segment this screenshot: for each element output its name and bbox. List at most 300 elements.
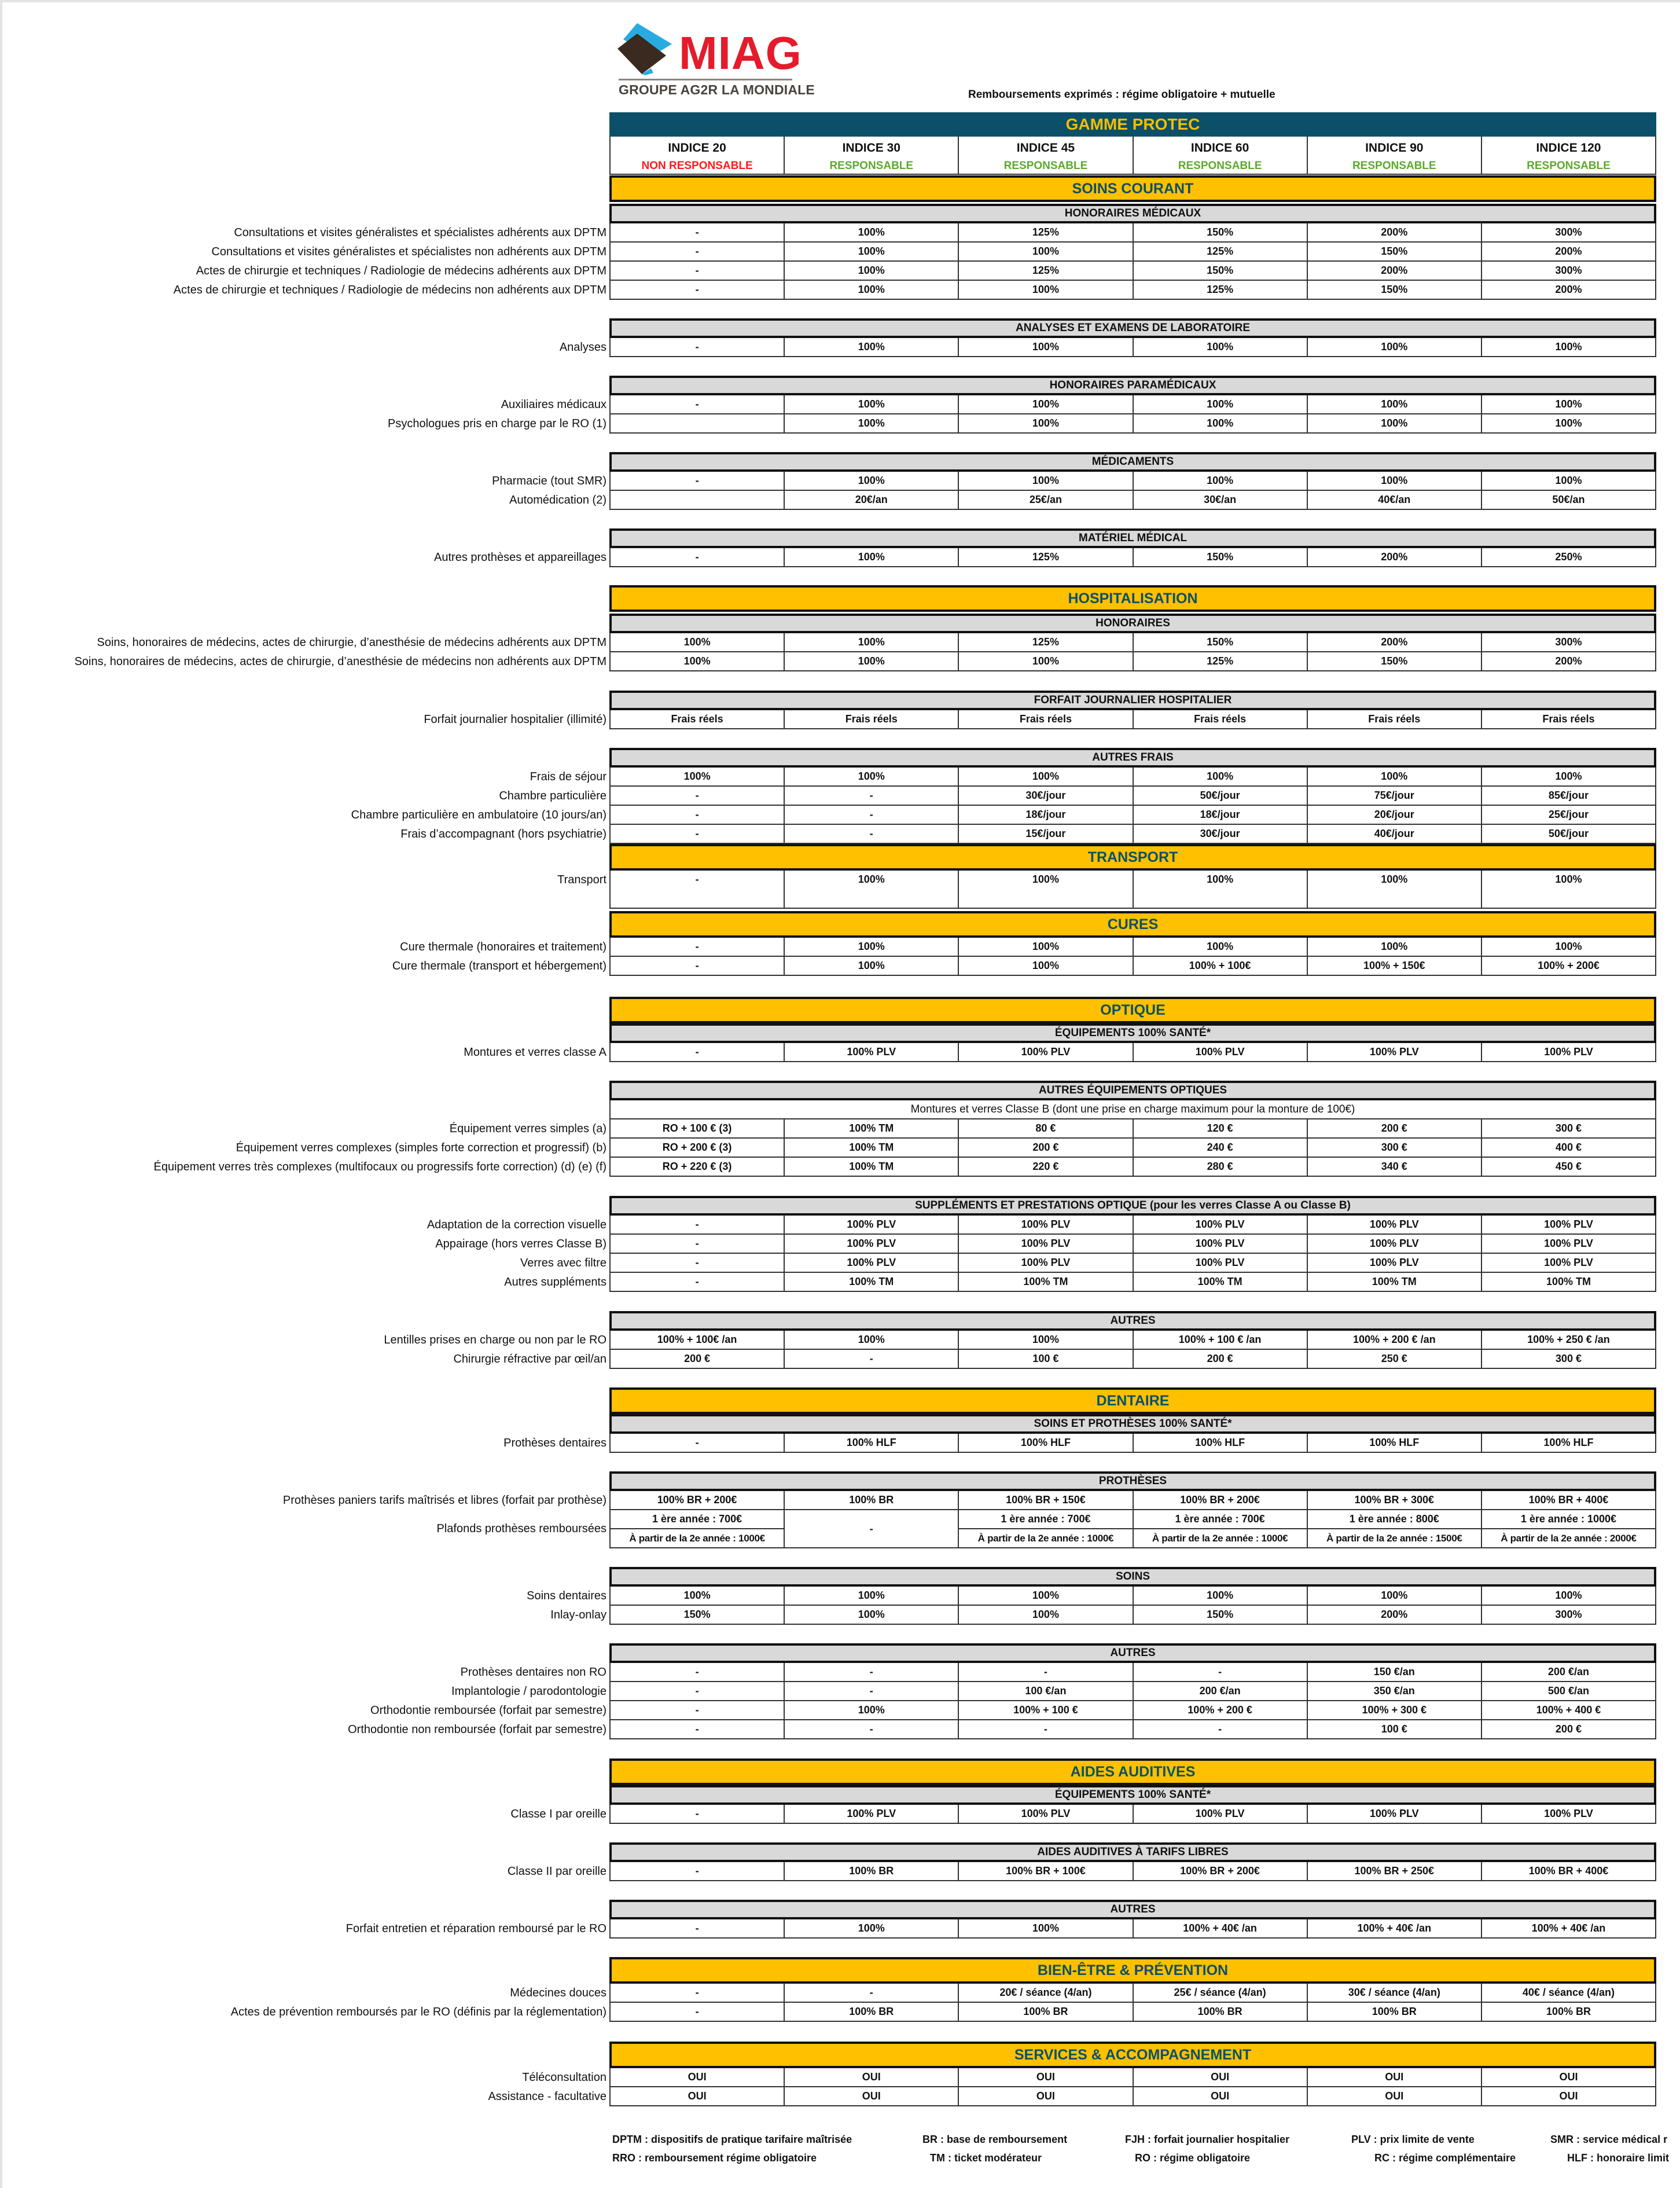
value-cell: 15€/jour — [958, 825, 1132, 844]
table-row — [609, 1919, 1656, 1939]
row-label: Médecines douces — [510, 1987, 606, 1999]
value-cell: 100% PLV — [1133, 1254, 1307, 1273]
value-cell: 100% BR + 400€ — [1481, 1491, 1656, 1510]
value-cell: 100% PLV — [1481, 1235, 1656, 1254]
value-cell: 100% + 250 € /an — [1481, 1331, 1656, 1350]
row-label: Téléconsultation — [522, 2071, 606, 2084]
value-cell: 100% — [784, 1919, 958, 1939]
value-cell: 100% BR — [784, 2003, 958, 2022]
value-cell: 20€/an — [784, 491, 958, 510]
value-cell: 200 € — [1307, 1119, 1481, 1139]
value-cell: 200% — [1307, 633, 1481, 652]
value-cell: 25€/jour — [1481, 806, 1656, 825]
value-cell: OUI — [784, 2068, 958, 2087]
value-cell: - — [609, 1254, 784, 1273]
value-cell: 100% — [609, 633, 784, 652]
value-cell: 100% — [958, 1331, 1132, 1350]
value-cell: 100% BR + 200€ — [1133, 1862, 1307, 1881]
value-cell — [609, 414, 784, 434]
value-cell: - — [609, 1919, 784, 1939]
index-column-header — [1307, 137, 1481, 175]
table-row — [609, 768, 1656, 787]
value-cell: 100% — [1133, 871, 1307, 909]
table-row — [609, 223, 1656, 243]
row-label: Appairage (hors verres Classe B) — [435, 1238, 606, 1250]
value-cell: 100% BR + 250€ — [1307, 1862, 1481, 1881]
value-cell: 100% PLV — [1481, 1216, 1656, 1235]
value-cell: 100% — [1133, 414, 1307, 434]
value-cell: 100% — [1133, 938, 1307, 957]
table-row — [609, 1254, 1656, 1273]
value-cell: 100% — [609, 652, 784, 671]
subtitle: Remboursements exprimés : régime obligatoire + mutuelle — [968, 89, 1275, 101]
value-cell: 150% — [1133, 1606, 1307, 1625]
value-cell: 100% + 100€ /an — [609, 1331, 784, 1350]
value-cell: 200 €/an — [1481, 1663, 1656, 1682]
value-cell: 18€/jour — [1133, 806, 1307, 825]
value-cell: - — [609, 1720, 784, 1739]
glossary-item: DPTM : dispositifs de pratique tarifaire maîtrisée — [612, 2134, 852, 2145]
table-row — [609, 1682, 1656, 1701]
value-cell: 100% — [609, 768, 784, 787]
row-label: Autres suppléments — [504, 1276, 606, 1288]
value-cell: 125% — [958, 548, 1132, 567]
value-cell: 80 € — [958, 1119, 1132, 1139]
value-cell: 100% TM — [958, 1273, 1132, 1292]
value-cell: OUI — [958, 2068, 1132, 2087]
value-cell: 25€/an — [958, 491, 1132, 510]
section-band: SOINS COURANT — [609, 175, 1656, 202]
value-cell: 20€/jour — [1307, 806, 1481, 825]
value-cell: OUI — [958, 2087, 1132, 2106]
index-name: INDICE 120 — [1536, 141, 1601, 155]
value-cell: - — [609, 472, 784, 491]
row-label: Adaptation de la correction visuelle — [427, 1218, 606, 1231]
value-cell: 50€/an — [1481, 491, 1656, 510]
table-row — [609, 2068, 1656, 2087]
value-cell: 450 € — [1481, 1158, 1656, 1177]
value-cell: 240 € — [1133, 1139, 1307, 1158]
value-cell: 100% — [784, 243, 958, 262]
index-column-header — [1133, 137, 1307, 175]
value-cell: 40€/an — [1307, 491, 1481, 510]
value-cell: 500 €/an — [1481, 1682, 1656, 1701]
table-row — [609, 633, 1656, 652]
value-cell: 200% — [1307, 548, 1481, 567]
value-cell: 100% — [1133, 395, 1307, 414]
glossary-item: FJH : forfait journalier hospitalier — [1125, 2134, 1290, 2145]
value-cell: 100% PLV — [784, 1254, 958, 1273]
value-cell: 100% — [784, 652, 958, 671]
subsection-header: ÉQUIPEMENTS 100% SANTÉ* — [609, 1785, 1656, 1805]
table-row — [609, 395, 1656, 414]
table-row — [609, 1331, 1656, 1350]
value-cell: 350 €/an — [1307, 1682, 1481, 1701]
first-year-cap: 1 ère année : 700€ — [1134, 1510, 1307, 1529]
value-cell: - — [784, 1510, 958, 1548]
value-cell: 100% — [958, 871, 1132, 909]
value-cell: 100% TM — [1133, 1273, 1307, 1292]
value-cell: 100 € — [1307, 1720, 1481, 1739]
value-cell: - — [958, 1663, 1132, 1682]
table-row — [609, 414, 1656, 434]
value-cell: 100% HLF — [1307, 1434, 1481, 1453]
glossary-item: TM : ticket modérateur — [930, 2152, 1042, 2164]
row-label: Inlay-onlay — [550, 1609, 606, 1621]
value-cell: 100% — [1481, 414, 1656, 434]
subsection-header: MATÉRIEL MÉDICAL — [609, 528, 1656, 548]
subsection-header: HONORAIRES PARAMÉDICAUX — [609, 376, 1656, 395]
value-cell: 200% — [1481, 281, 1656, 300]
value-cell: 100% — [958, 938, 1132, 957]
value-cell: 100% PLV — [958, 1043, 1132, 1062]
value-cell: 100% PLV — [958, 1254, 1132, 1273]
value-cell: 100% + 100€ — [1133, 957, 1307, 976]
index-status: RESPONSABLE — [1003, 160, 1088, 172]
row-label: Assistance - facultative — [488, 2090, 606, 2103]
value-cell: - — [609, 338, 784, 357]
value-cell: 30€/jour — [1133, 825, 1307, 844]
value-cell: OUI — [784, 2087, 958, 2106]
value-cell: - — [609, 806, 784, 825]
value-cell: 150% — [1307, 281, 1481, 300]
indices-header — [609, 137, 1656, 175]
value-cell: 100% + 200 € — [1133, 1701, 1307, 1720]
value-cell: 30€/an — [1133, 491, 1307, 510]
subsection-header: SOINS ET PROTHÈSES 100% SANTÉ* — [609, 1414, 1656, 1434]
first-year-cap: 1 ère année : 1000€ — [1482, 1510, 1655, 1529]
row-label: Frais d’accompagnant (hors psychiatrie) — [400, 828, 606, 840]
value-cell: RO + 220 € (3) — [609, 1158, 784, 1177]
value-cell: 100% PLV — [1307, 1235, 1481, 1254]
table-row — [609, 1720, 1656, 1739]
value-cell: 100% BR + 300€ — [1307, 1491, 1481, 1510]
subsection-header: ANALYSES ET EXAMENS DE LABORATOIRE — [609, 318, 1656, 338]
table-row — [609, 652, 1656, 671]
value-cell: 100% — [784, 548, 958, 567]
section-band: SERVICES & ACCOMPAGNEMENT — [609, 2042, 1656, 2068]
subsection-header: AIDES AUDITIVES À TARIFS LIBRES — [609, 1842, 1656, 1862]
row-label: Implantologie / parodontologie — [451, 1685, 606, 1698]
table-row — [609, 472, 1656, 491]
value-cell: 100% — [1133, 472, 1307, 491]
value-cell: 100% BR — [784, 1491, 958, 1510]
value-cell: 100% + 100 € — [958, 1701, 1132, 1720]
first-year-cap: 1 ère année : 700€ — [611, 1510, 784, 1529]
value-cell: 100% — [784, 1587, 958, 1606]
second-year-cap: À partir de la 2e année : 2000€ — [1501, 1533, 1637, 1544]
table-row — [609, 491, 1656, 510]
section-band: HOSPITALISATION — [609, 585, 1656, 612]
index-status: RESPONSABLE — [1527, 160, 1611, 172]
value-cell: 100% HLF — [784, 1434, 958, 1453]
value-cell: - — [1133, 1720, 1307, 1739]
value-cell: 200% — [1307, 262, 1481, 281]
value-cell: OUI — [609, 2068, 784, 2087]
value-cell: 100% — [958, 957, 1132, 976]
value-cell: 100% — [958, 338, 1132, 357]
value-cell: 85€/jour — [1481, 787, 1656, 806]
index-name: INDICE 45 — [1016, 141, 1075, 155]
value-cell: 100% PLV — [1133, 1043, 1307, 1062]
index-name: INDICE 60 — [1190, 141, 1249, 155]
value-cell: 125% — [1133, 652, 1307, 671]
value-cell: - — [609, 243, 784, 262]
table-row — [609, 1491, 1656, 1510]
value-cell: 125% — [1133, 243, 1307, 262]
index-column-header — [1481, 137, 1656, 175]
value-cell: 25€ / séance (4/an) — [1133, 1984, 1307, 2003]
value-cell: 20€ / séance (4/an) — [958, 1984, 1132, 2003]
value-cell: 150% — [1307, 243, 1481, 262]
index-name: INDICE 20 — [668, 141, 726, 155]
value-cell: Frais réels — [1307, 710, 1481, 729]
value-cell: - — [609, 223, 784, 243]
value-cell: 100% — [784, 1606, 958, 1625]
first-year-cap: 1 ère année : 700€ — [959, 1510, 1132, 1529]
row-label: Équipement verres simples (a) — [449, 1122, 606, 1135]
value-cell: 150% — [609, 1606, 784, 1625]
value-cell: - — [784, 787, 958, 806]
value-cell: 100% PLV — [958, 1216, 1132, 1235]
value-cell: 100% PLV — [1481, 1254, 1656, 1273]
row-label: Prothèses paniers tarifs maîtrisés et libres (forfait par prothèse) — [282, 1494, 606, 1507]
row-label: Autres prothèses et appareillages — [434, 551, 606, 564]
value-cell: 250 € — [1307, 1350, 1481, 1369]
value-cell: 300 € — [1481, 1119, 1656, 1139]
table-row — [609, 1158, 1656, 1177]
value-cell — [609, 491, 784, 510]
value-cell-split — [1133, 1510, 1307, 1548]
value-cell: 100% BR + 400€ — [1481, 1862, 1656, 1881]
value-cell: OUI — [1133, 2068, 1307, 2087]
row-label: Soins dentaires — [527, 1589, 606, 1602]
row-label: Soins, honoraires de médecins, actes de chirurgie, d’anesthésie de médecins non adhérents aux DPTM — [74, 655, 606, 668]
row-label: Transport — [557, 873, 606, 886]
value-cell: 100% — [784, 938, 958, 957]
value-cell: 100% — [784, 338, 958, 357]
value-cell: 200% — [1481, 652, 1656, 671]
row-label: Analyses — [559, 341, 606, 354]
row-label: Cure thermale (transport et hébergement) — [392, 960, 606, 972]
subsection-header: SUPPLÉMENTS ET PRESTATIONS OPTIQUE (pour les verres Classe A ou Classe B) — [609, 1196, 1656, 1216]
value-cell: - — [784, 1682, 958, 1701]
value-cell: 200 € — [1481, 1720, 1656, 1739]
glossary-item: HLF : honoraire limit — [1567, 2152, 1670, 2164]
value-cell: - — [609, 957, 784, 976]
value-cell: 100% BR + 200€ — [1133, 1491, 1307, 1510]
index-column-header — [958, 137, 1132, 175]
value-cell: 400 € — [1481, 1139, 1656, 1158]
value-cell: 200 € — [958, 1139, 1132, 1158]
value-cell: 100% + 40€ /an — [1307, 1919, 1481, 1939]
value-cell: 30€ / séance (4/an) — [1307, 1984, 1481, 2003]
value-cell: 100% BR — [958, 2003, 1132, 2022]
row-label: Orthodontie non remboursée (forfait par semestre) — [348, 1723, 606, 1736]
value-cell: 100% BR + 200€ — [609, 1491, 784, 1510]
row-label: Pharmacie (tout SMR) — [492, 475, 606, 487]
value-cell: 100% — [784, 395, 958, 414]
value-cell: 250% — [1481, 548, 1656, 567]
value-cell: 40€ / séance (4/an) — [1481, 1984, 1656, 2003]
value-cell: - — [609, 787, 784, 806]
index-column-header — [784, 137, 958, 175]
value-cell: 100% PLV — [1481, 1805, 1656, 1824]
row-label: Soins, honoraires de médecins, actes de chirurgie, d’anesthésie de médecins adhérents aux DPTM — [97, 636, 606, 649]
row-label: Actes de chirurgie et techniques / Radiologie de médecins adhérents aux DPTM — [196, 265, 606, 277]
table-row — [609, 1350, 1656, 1369]
value-cell: 100% PLV — [958, 1235, 1132, 1254]
value-cell: 50€/jour — [1133, 787, 1307, 806]
value-cell: 100% — [1133, 338, 1307, 357]
table-row — [609, 338, 1656, 357]
row-label: Consultations et visites généralistes et spécialistes adhérents aux DPTM — [234, 226, 606, 239]
value-cell: - — [784, 806, 958, 825]
value-cell: 100% PLV — [784, 1043, 958, 1062]
table-row — [609, 262, 1656, 281]
value-cell: - — [609, 1273, 784, 1292]
table-row — [609, 1663, 1656, 1682]
value-cell: OUI — [609, 2087, 784, 2106]
glossary-item: SMR : service médical r — [1550, 2134, 1668, 2145]
row-label: Prothèses dentaires non RO — [460, 1666, 606, 1679]
subsection-header: SOINS — [609, 1567, 1656, 1587]
value-cell: Frais réels — [958, 710, 1132, 729]
value-cell: 100% BR — [1481, 2003, 1656, 2022]
second-year-cap: À partir de la 2e année : 1000€ — [1152, 1533, 1288, 1544]
table-row — [609, 1606, 1656, 1625]
value-cell: 100% PLV — [1307, 1805, 1481, 1824]
value-cell: 100% PLV — [1133, 1216, 1307, 1235]
row-label: Classe I par oreille — [510, 1808, 606, 1820]
row-label: Chambre particulière — [499, 790, 606, 802]
value-cell: 100% — [784, 957, 958, 976]
value-cell: 50€/jour — [1481, 825, 1656, 844]
value-cell: 150% — [1133, 633, 1307, 652]
table-row — [609, 1139, 1656, 1158]
value-cell: 100% + 200€ — [1481, 957, 1656, 976]
table-row — [609, 871, 1656, 909]
value-cell: 100% — [784, 871, 958, 909]
glossary-item: BR : base de remboursement — [922, 2134, 1068, 2145]
value-cell: - — [609, 1043, 784, 1062]
table-row — [609, 938, 1656, 957]
table-row — [609, 281, 1656, 300]
value-cell: 300% — [1481, 223, 1656, 243]
value-cell: 100% PLV — [784, 1805, 958, 1824]
value-cell: 100% PLV — [1133, 1805, 1307, 1824]
row-label: Automédication (2) — [509, 494, 606, 506]
value-cell: 340 € — [1307, 1158, 1481, 1177]
value-cell: 150% — [1307, 652, 1481, 671]
value-cell: 100% — [784, 1701, 958, 1720]
value-cell: 100 € — [958, 1350, 1132, 1369]
value-cell: OUI — [1481, 2087, 1656, 2106]
subsection-note: Montures et verres Classe B (dont une prise en charge maximum pour la monture de 100€) — [609, 1100, 1656, 1119]
section-band: CURES — [609, 911, 1656, 938]
value-cell: 200% — [1307, 1606, 1481, 1625]
subsection-header: PROTHÈSES — [609, 1471, 1656, 1491]
glossary-item: RC : régime complémentaire — [1374, 2152, 1516, 2164]
row-label: Montures et verres classe A — [464, 1046, 606, 1059]
value-cell: 100% — [1481, 338, 1656, 357]
section-band: BIEN-ÊTRE & PRÉVENTION — [609, 1957, 1656, 1984]
second-year-cap: À partir de la 2e année : 1000€ — [977, 1533, 1114, 1544]
value-cell: - — [609, 548, 784, 567]
value-cell: 100% — [784, 472, 958, 491]
value-cell: 125% — [958, 223, 1132, 243]
value-cell: - — [609, 395, 784, 414]
table-row — [609, 806, 1656, 825]
value-cell: 100% — [1307, 414, 1481, 434]
table-row — [609, 2003, 1656, 2022]
value-cell: - — [609, 871, 784, 909]
value-cell: 150% — [1133, 262, 1307, 281]
table-row — [609, 1235, 1656, 1254]
section-band: OPTIQUE — [609, 997, 1656, 1023]
value-cell: 100% — [1307, 768, 1481, 787]
value-cell-split — [958, 1510, 1132, 1548]
row-label: Cure thermale (honoraires et traitement) — [400, 941, 606, 953]
table-row — [609, 1862, 1656, 1881]
value-cell: - — [609, 262, 784, 281]
value-cell: - — [958, 1720, 1132, 1739]
value-cell: 150% — [1133, 223, 1307, 243]
index-name: INDICE 90 — [1365, 141, 1424, 155]
value-cell: 100% — [958, 1587, 1132, 1606]
value-cell: 100% BR — [1133, 2003, 1307, 2022]
value-cell: 100% — [1481, 768, 1656, 787]
table-row — [609, 243, 1656, 262]
table-row — [609, 825, 1656, 844]
value-cell: 100 €/an — [958, 1682, 1132, 1701]
value-cell: 100% — [1133, 768, 1307, 787]
value-cell: - — [609, 1984, 784, 2003]
subsection-header: MÉDICAMENTS — [609, 452, 1656, 472]
value-cell: 100% — [1307, 871, 1481, 909]
value-cell: 30€/jour — [958, 787, 1132, 806]
value-cell: 100% + 150€ — [1307, 957, 1481, 976]
value-cell: 100% TM — [784, 1273, 958, 1292]
value-cell: 100% — [784, 633, 958, 652]
value-cell: - — [609, 1663, 784, 1682]
value-cell: 75€/jour — [1307, 787, 1481, 806]
first-year-cap: 1 ère année : 800€ — [1308, 1510, 1481, 1529]
value-cell: 100% — [958, 652, 1132, 671]
value-cell: 200 € — [609, 1350, 784, 1369]
logo-rule — [619, 79, 792, 80]
value-cell: - — [609, 1805, 784, 1824]
row-label: Équipement verres complexes (simples forte correction et progressif) (b) — [236, 1141, 606, 1154]
table-row — [609, 1701, 1656, 1720]
value-cell: 40€/jour — [1307, 825, 1481, 844]
table-row — [609, 710, 1656, 729]
value-cell: 100% PLV — [784, 1216, 958, 1235]
section-band: AIDES AUDITIVES — [609, 1759, 1656, 1785]
value-cell: 100% — [1481, 472, 1656, 491]
logo-brand: MIAG — [679, 27, 802, 79]
value-cell: 150% — [1133, 548, 1307, 567]
value-cell: - — [609, 825, 784, 844]
value-cell: - — [609, 1682, 784, 1701]
value-cell-split — [1307, 1510, 1481, 1548]
value-cell: 100% TM — [784, 1119, 958, 1139]
glossary-item: PLV : prix limite de vente — [1351, 2134, 1475, 2145]
value-cell: 120 € — [1133, 1119, 1307, 1139]
subsection-header: FORFAIT JOURNALIER HOSPITALIER — [609, 691, 1656, 710]
table-row — [609, 1587, 1656, 1606]
value-cell: 100% TM — [784, 1139, 958, 1158]
